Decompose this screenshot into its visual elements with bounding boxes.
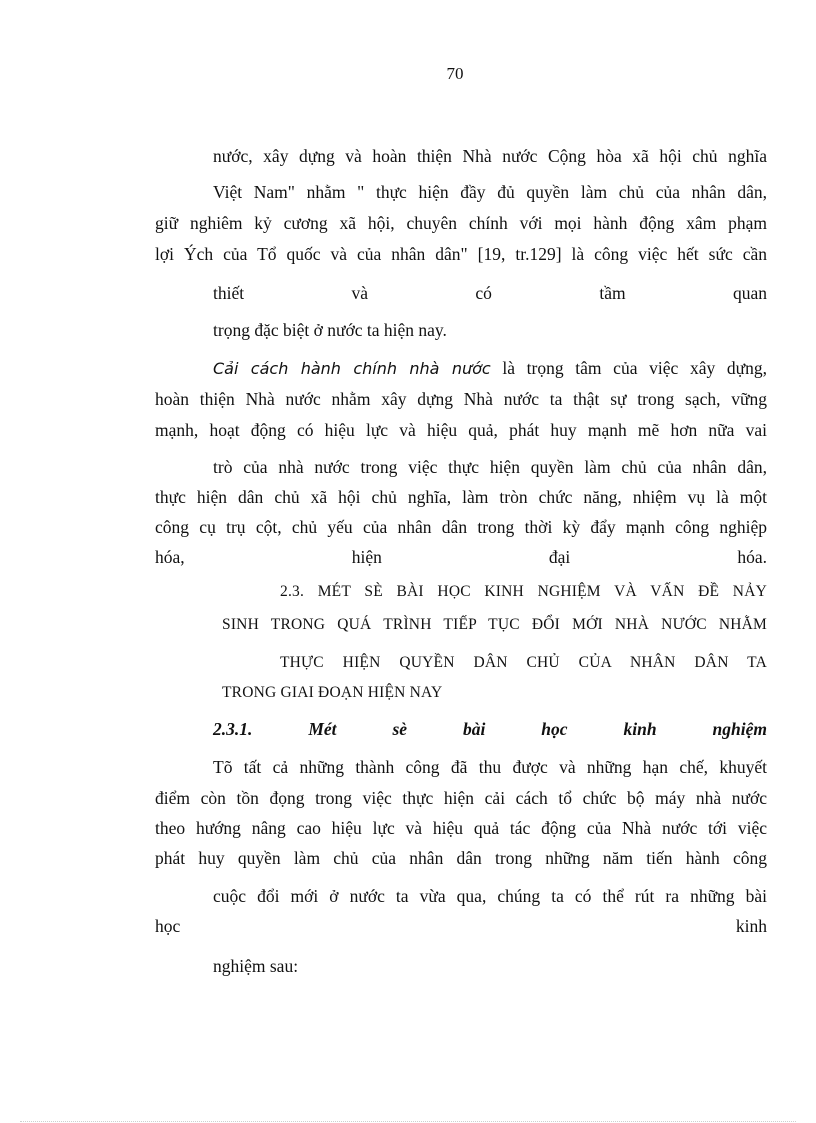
text-line: thiết và có tầm quan <box>213 283 767 303</box>
text-line: nước, xây dựng và hoàn thiện Nhà nước Cộng hòa xã hội chủ nghĩa <box>213 146 767 166</box>
text-line: phát huy quyền làm chủ của nhân dân trong những năm tiến hành công <box>155 848 767 868</box>
text-span: là trọng tâm của việc xây dựng, <box>490 358 767 378</box>
text-line: công cụ trụ cột, chủ yếu của nhân dân trong thời kỳ đẩy mạnh công nghiệp <box>155 517 767 537</box>
section-heading-line: 2.3. MÉT SÈ BÀI HỌC KINH NGHIỆM VÀ VẤN ĐỀ NẢY <box>280 583 767 600</box>
text-line: hoàn thiện Nhà nước nhằm xây dựng Nhà nước ta thật sự trong sạch, vững <box>155 389 767 409</box>
page-number: 70 <box>446 64 464 83</box>
text-line: điểm còn tồn đọng trong việc thực hiện cải cách tổ chức bộ máy nhà nước <box>155 788 767 808</box>
text-line: thực hiện dân chủ xã hội chủ nghĩa, làm tròn chức năng, nhiệm vụ là một <box>155 487 767 507</box>
text-line: Tõ tất cả những thành công đã thu được và những hạn chế, khuyết <box>213 757 767 777</box>
text-line: giữ nghiêm kỷ cương xã hội, chuyên chính với mọi hành động xâm phạm <box>155 213 767 233</box>
section-heading-line: SINH TRONG QUÁ TRÌNH TIẾP TỤC ĐỔI MỚI NHÀ NƯỚC NHẰM <box>222 616 767 633</box>
text-line: cuộc đổi mới ở nước ta vừa qua, chúng ta có thể rút ra những bài <box>213 886 767 906</box>
text-line: học kinh <box>155 916 767 936</box>
text-line: theo hướng nâng cao hiệu lực và hiệu quả tác động của Nhà nước tới việc <box>155 818 767 838</box>
subsection-heading: 2.3.1. Mét sè bài học kinh nghiệm <box>213 719 767 739</box>
text-line: trọng đặc biệt ở nước ta hiện nay. <box>213 320 447 340</box>
text-line <box>213 356 767 381</box>
page-bottom-border <box>20 1121 796 1122</box>
italic-term: Cải cách hành chính nhà nước <box>213 359 491 378</box>
text-line: trò của nhà nước trong việc thực hiện quyền làm chủ của nhân dân, <box>213 457 767 477</box>
text-line: mạnh, hoạt động có hiệu lực và hiệu quả, phát huy mạnh mẽ hơn nữa vai <box>155 420 767 440</box>
section-heading-line: TRONG GIAI ĐOẠN HIỆN NAY <box>222 684 443 701</box>
section-heading-line: THỰC HIỆN QUYỀN DÂN CHỦ CỦA NHÂN DÂN TA <box>280 654 767 671</box>
text-line: hóa, hiện đại hóa. <box>155 547 767 567</box>
text-line: Việt Nam" nhằm " thực hiện đầy đủ quyền làm chủ của nhân dân, <box>213 182 767 202</box>
text-line: nghiệm sau: <box>213 956 299 976</box>
text-line: lợi Ých của Tổ quốc và của nhân dân" [19, tr.129] là công việc hết sức cần <box>155 244 767 264</box>
